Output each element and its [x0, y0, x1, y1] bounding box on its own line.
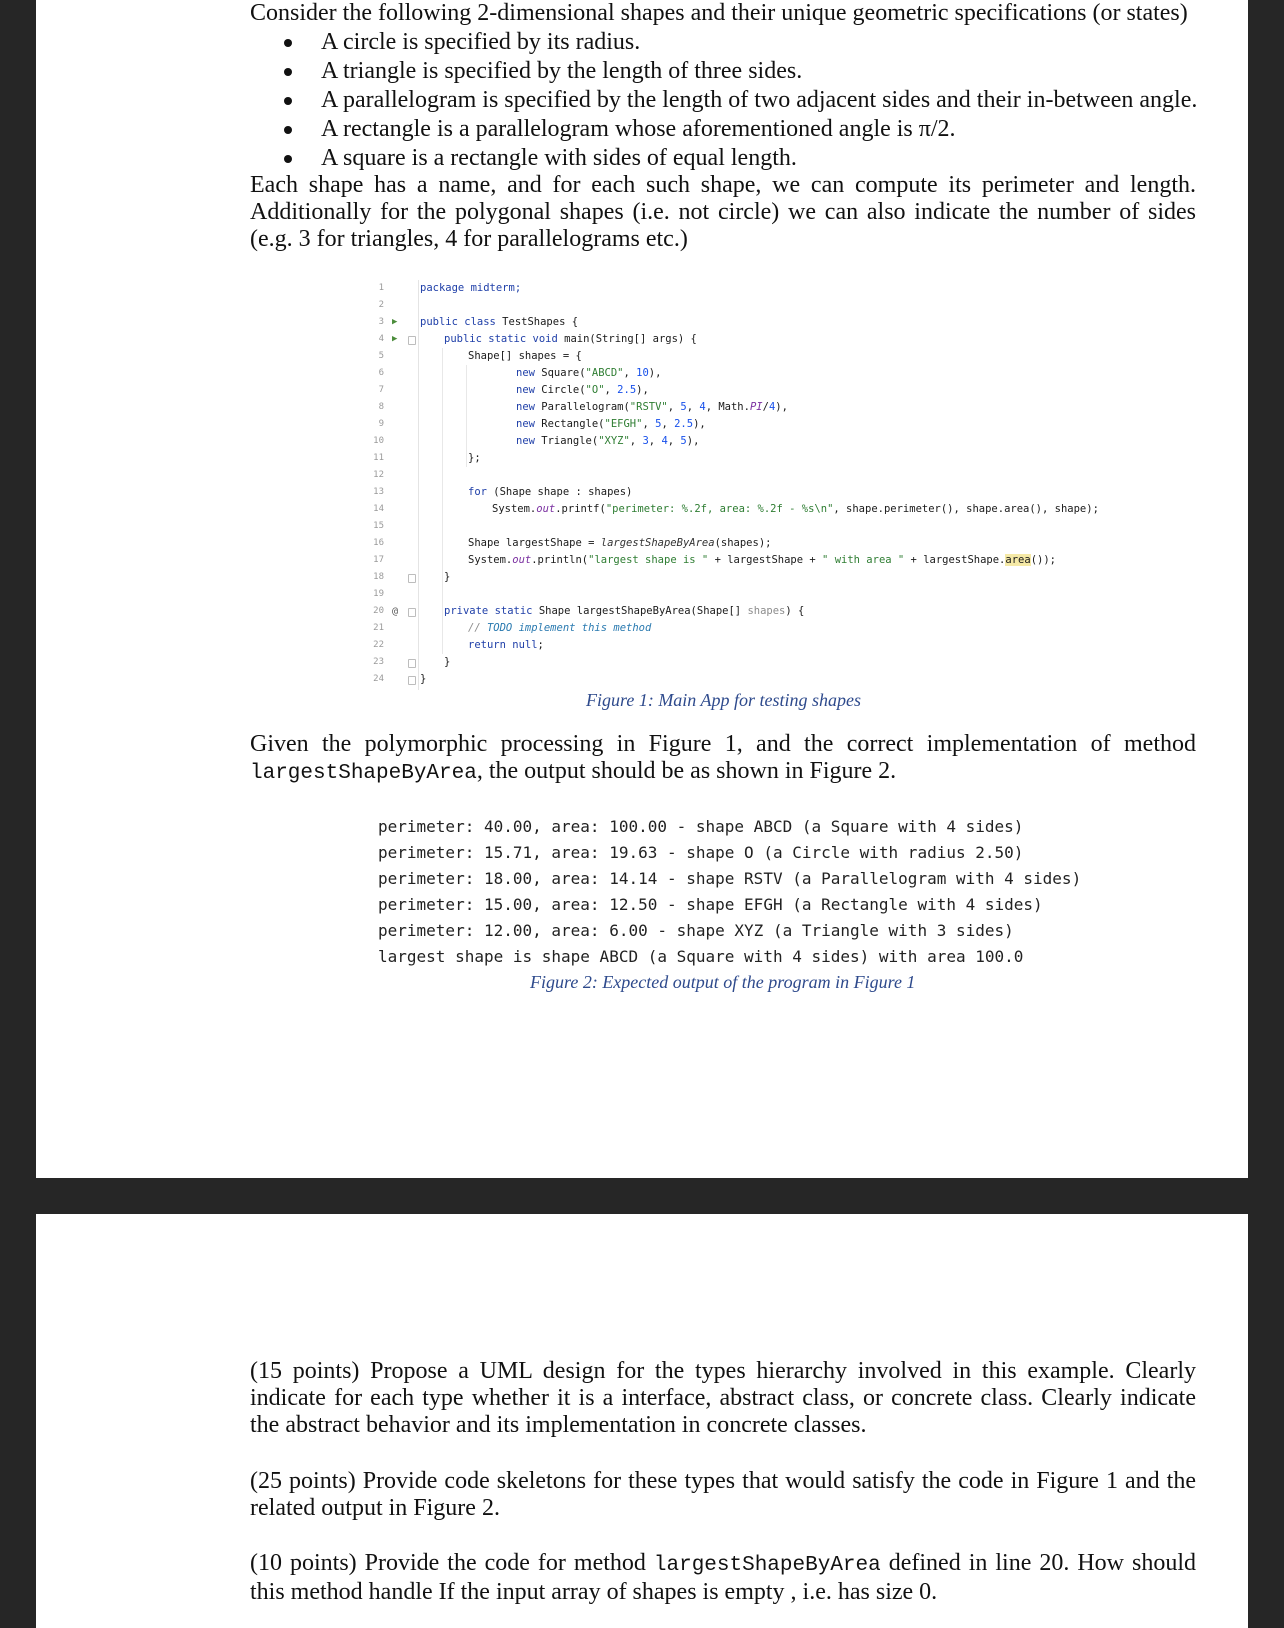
- line-number: 7: [378, 385, 384, 395]
- code-line-18: }: [444, 571, 451, 583]
- line-number: 10: [373, 436, 384, 446]
- line-number: 1: [378, 283, 384, 293]
- code-line-20: private static Shape largestShapeByArea(Shape[] shapes) {: [444, 605, 805, 617]
- line-number: 3: [378, 317, 384, 327]
- fold-icon[interactable]: [408, 336, 416, 345]
- line-number: 12: [373, 470, 384, 480]
- output-line: perimeter: 12.00, area: 6.00 - shape XYZ (a Triangle with 3 sides): [378, 921, 1014, 940]
- bullet-icon: [284, 155, 292, 163]
- line-number: 24: [373, 674, 384, 684]
- code-line-11: };: [468, 452, 481, 464]
- line-number: 6: [378, 368, 384, 378]
- document-page-1: [36, 0, 1248, 1178]
- line-number: 17: [373, 555, 384, 565]
- middle-paragraph: Given the polymorphic processing in Figure 1, and the correct implementation of method largestShapeByArea, the output should be as shown in Figure 2.: [250, 731, 1196, 785]
- code-line-3: public class TestShapes {: [420, 316, 579, 328]
- code-line-23: }: [444, 656, 451, 668]
- line-number: 8: [378, 402, 384, 412]
- code-line-6: new Square("ABCD", 10),: [516, 367, 662, 379]
- code-line-5: Shape[] shapes = {: [468, 350, 582, 362]
- fold-icon[interactable]: [408, 574, 416, 583]
- intro-heading: Consider the following 2-dimensional shapes and their unique geometric specifications (or states): [250, 0, 1188, 26]
- code-line-1: package midterm;: [420, 282, 522, 294]
- code-line-16: Shape largestShape = largestShapeByArea(shapes);: [468, 537, 772, 549]
- run-icon[interactable]: ▶: [392, 334, 398, 344]
- output-line: perimeter: 15.71, area: 19.63 - shape O (a Circle with radius 2.50): [378, 843, 1024, 862]
- bullet-icon: [284, 39, 292, 47]
- code-editor-figure: [370, 280, 1100, 690]
- bullet-text: A triangle is specified by the length of three sides.: [321, 58, 803, 84]
- line-number: 5: [378, 351, 384, 361]
- method-name: largestShapeByArea: [250, 762, 477, 785]
- method-name: largestShapeByArea: [653, 1554, 881, 1577]
- fold-icon[interactable]: [408, 608, 416, 617]
- override-icon[interactable]: @: [392, 606, 399, 617]
- output-line: perimeter: 15.00, area: 12.50 - shape EFGH (a Rectangle with 4 sides): [378, 895, 1043, 914]
- code-line-22: return null;: [468, 639, 544, 651]
- bullet-text: A parallelogram is specified by the length of two adjacent sides and their in-between angle.: [321, 87, 1198, 113]
- line-number: 22: [373, 640, 384, 650]
- line-number: 11: [373, 453, 384, 463]
- fold-icon[interactable]: [408, 659, 416, 668]
- code-line-4: public static void main(String[] args) {: [444, 333, 697, 345]
- bullet-icon: [284, 126, 292, 134]
- figure-1-caption: Figure 1: Main App for testing shapes: [586, 690, 861, 710]
- line-number: 18: [373, 572, 384, 582]
- line-number-gutter: [370, 280, 420, 690]
- line-number: 4: [378, 334, 384, 344]
- line-number: 19: [373, 589, 384, 599]
- output-line: perimeter: 18.00, area: 14.14 - shape RSTV (a Parallelogram with 4 sides): [378, 869, 1082, 888]
- bullet-text: A circle is specified by its radius.: [321, 29, 641, 55]
- figure-2-caption: Figure 2: Expected output of the program in Figure 1: [530, 972, 916, 992]
- line-number: 15: [373, 521, 384, 531]
- code-line-21: // TODO implement this method: [468, 622, 652, 634]
- code-line-7: new Circle("O", 2.5),: [516, 384, 649, 396]
- code-line-24: }: [420, 673, 427, 685]
- bullet-text: A rectangle is a parallelogram whose aforementioned angle is π/2.: [321, 116, 956, 142]
- line-number: 23: [373, 657, 384, 667]
- run-icon[interactable]: ▶: [392, 317, 398, 327]
- line-number: 9: [378, 419, 384, 429]
- output-line: perimeter: 40.00, area: 100.00 - shape ABCD (a Square with 4 sides): [378, 817, 1024, 836]
- question-3: (10 points) Provide the code for method largestShapeByArea defined in line 20. How should this method handle If the input array of shapes is empty , i.e. has size 0.: [250, 1550, 1196, 1605]
- output-line: largest shape is shape ABCD (a Square with 4 sides) with area 100.0: [378, 947, 1024, 966]
- code-line-8: new Parallelogram("RSTV", 5, 4, Math.PI/4),: [516, 401, 788, 413]
- code-line-10: new Triangle("XYZ", 3, 4, 5),: [516, 435, 700, 447]
- indent-guide: [466, 365, 467, 467]
- question-1: (15 points) Propose a UML design for the types hierarchy involved in this example. Clearly indicate for each type whether it is a interface, abstract class, or concrete class. Clearly indicate the abstract behavior and its implementation in concrete classes.: [250, 1358, 1196, 1438]
- bullet-icon: [284, 97, 292, 105]
- indent-guide: [442, 348, 443, 654]
- document-page-2: [36, 1214, 1248, 1628]
- bullet-icon: [284, 68, 292, 76]
- bullet-text: A square is a rectangle with sides of equal length.: [321, 145, 797, 171]
- code-line-9: new Rectangle("EFGH", 5, 2.5),: [516, 418, 706, 430]
- intro-paragraph: Each shape has a name, and for each such shape, we can compute its perimeter and length. Additionally for the polygonal shapes (i.e. not circle) we can also indicate the number of sides (e.g. 3 for triangles, 4 for parallelograms etc.): [250, 172, 1196, 252]
- line-number: 2: [378, 300, 384, 310]
- line-number: 20: [373, 606, 384, 616]
- question-2: (25 points) Provide code skeletons for these types that would satisfy the code in Figure 1 and the related output in Figure 2.: [250, 1468, 1196, 1521]
- line-number: 13: [373, 487, 384, 497]
- line-number: 14: [373, 504, 384, 514]
- line-number: 21: [373, 623, 384, 633]
- gutter-separator: [418, 280, 419, 690]
- code-line-13: for (Shape shape : shapes): [468, 486, 633, 498]
- fold-icon[interactable]: [408, 676, 416, 685]
- line-number: 16: [373, 538, 384, 548]
- code-line-14: System.out.printf("perimeter: %.2f, area: %.2f - %s\n", shape.perimeter(), shape.area(), shape);: [492, 503, 1099, 515]
- code-line-17: System.out.println("largest shape is " + largestShape + " with area " + largestShape.area());: [468, 554, 1056, 566]
